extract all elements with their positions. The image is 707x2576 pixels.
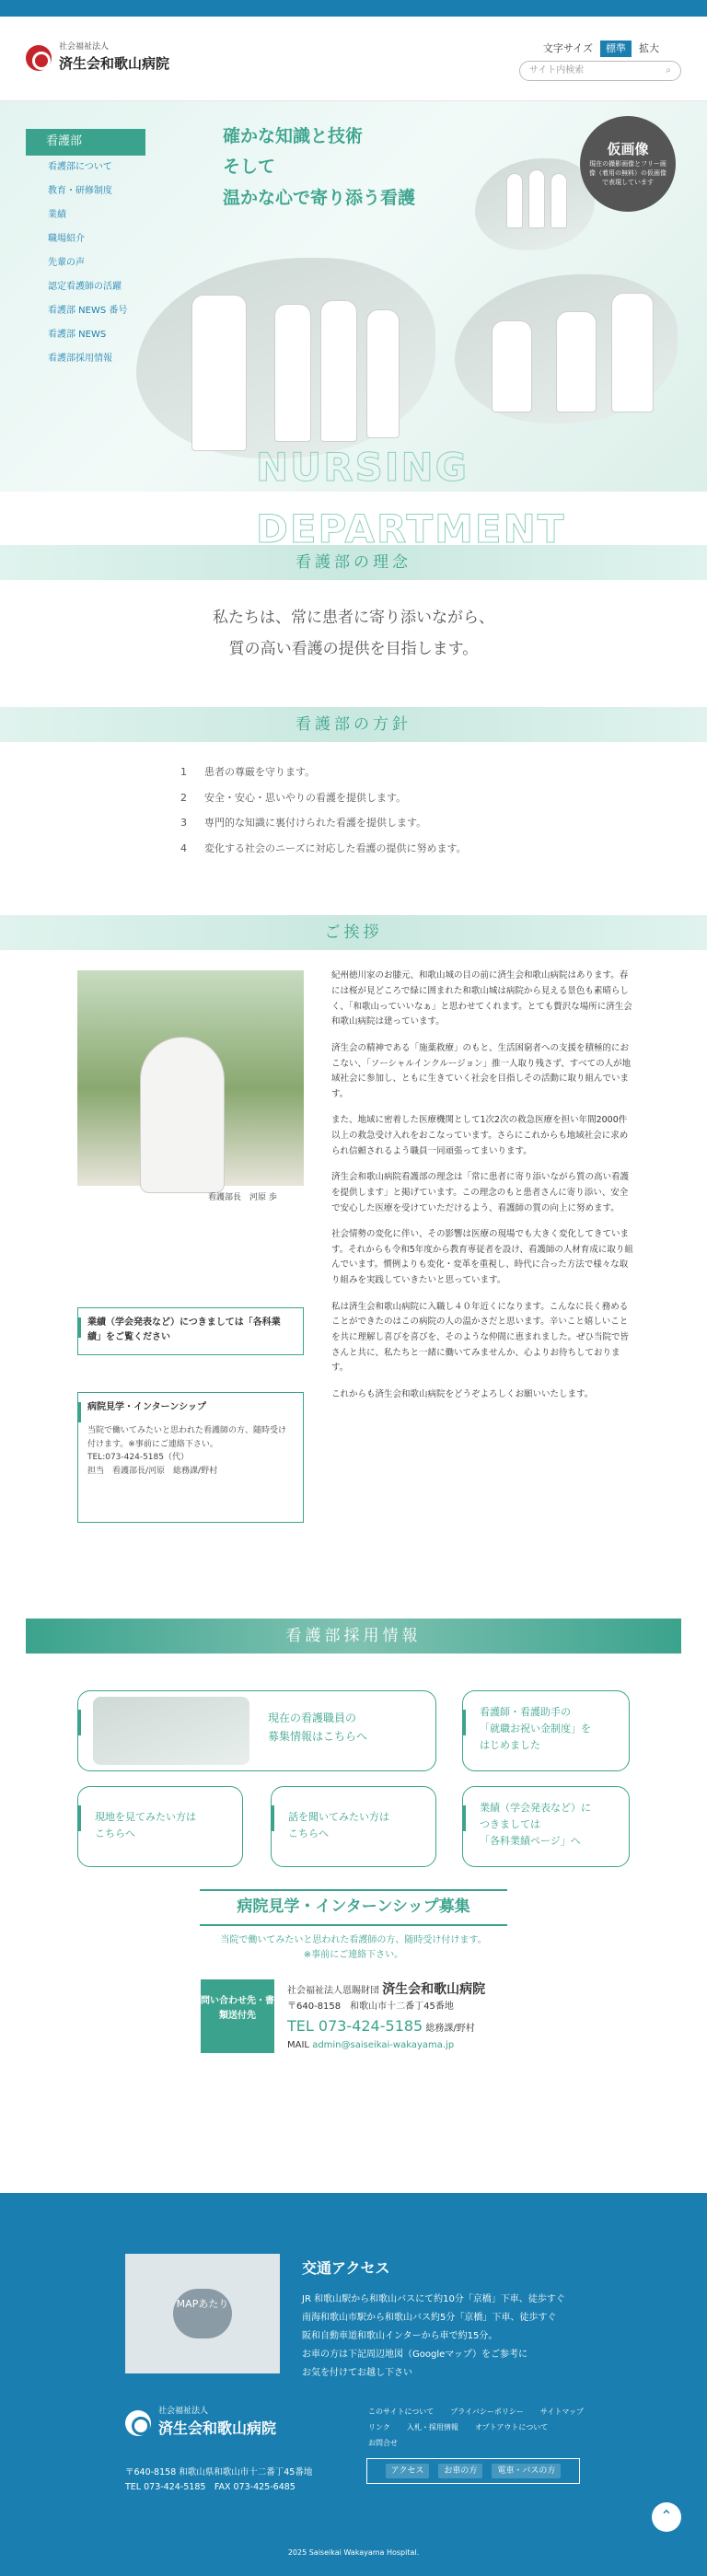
access-line: JR 和歌山駅から和歌山バスにて約10分「京橋」下車、徒歩すぐ — [302, 2294, 565, 2304]
bonus-line-3: はじめました — [480, 1738, 540, 1751]
nav-workplace[interactable]: 職場紹介 — [48, 233, 85, 244]
patient-care-photo — [455, 274, 678, 424]
policy-text: 安全・安心・思いやりの看護を提供します。 — [204, 791, 407, 804]
visit-intern-text: 当院で働いてみたいと思われた看護師の方、随時受け付けます。※事前にご連絡下さい。 — [87, 1426, 287, 1449]
saiseikai-logo-icon — [125, 2410, 151, 2436]
intern-section — [0, 1880, 707, 1962]
philosophy-line-2: 質の高い看護の提供を目指します。 — [228, 640, 479, 658]
nurse-figure — [191, 295, 247, 451]
catch-line-3: 温かな心で寄り添う看護 — [223, 187, 416, 208]
local-nav-title: 看護部 — [26, 129, 145, 156]
footer-link[interactable]: 入札・採用情報 — [406, 2422, 458, 2431]
footer-car-button[interactable]: お車の方 — [438, 2464, 482, 2478]
policy-text: 患者の尊厳を守ります。 — [204, 766, 316, 778]
nurse-figure — [551, 173, 567, 228]
patient-figure — [492, 320, 532, 412]
policy-number: 4 — [180, 841, 187, 854]
footer-tel-line: TEL 073-424-5185 FAX 073-425-6485 — [125, 2482, 296, 2493]
nav-voices[interactable]: 先輩の声 — [48, 257, 85, 268]
footer-org: 社会福祉法人 — [158, 2407, 209, 2416]
search-input[interactable] — [519, 61, 681, 81]
site-logo[interactable] — [26, 42, 169, 75]
contact-address: 〒640-8158 和歌山市十二番丁45番地 — [287, 2001, 454, 2012]
saiseikai-logo-icon — [26, 45, 52, 71]
visit-line-1: 現地を見てみたい方は — [95, 1811, 196, 1824]
greeting-paragraph: 済生会の精神である「施薬救療」のもと、生活困窮者への支援を積極的におこない、「ソーシャルインクルージョン」推一人取り残さず、すべての人が地域社会に参加し、ともに生きていく社会を目指しその活動に取り組んでいます。 — [331, 1042, 632, 1099]
footer-link[interactable]: このサイトについて — [368, 2408, 435, 2416]
access-title: 交通アクセス — [302, 2259, 390, 2277]
site-footer — [0, 2193, 707, 2576]
policy-item — [180, 764, 707, 781]
greeting-paragraph: 私は済生会和歌山病院に入職し４０年近くになります。こんなに長く務めることができたのはこの病院の人の温かさだと思います。辛いこと嬉しいことを共に理解し喜びを喜びを、そのような仲間に恵まれました。ぜひ当院で皆さんと共に、私たちと一緒に働いてみませんか、心よりお待ちしております。 — [331, 1301, 630, 1374]
contact-tel-note: 総務課/野村 — [425, 2023, 475, 2034]
doctor-figure — [320, 300, 357, 442]
contact-org: 社会福祉法人恩賜財団 — [287, 1985, 379, 1996]
contact-tag: 問い合わせ先・書類送付先 — [201, 1979, 274, 2053]
talk-button[interactable] — [271, 1786, 436, 1867]
contact-hospital: 済生会和歌山病院 — [382, 1981, 486, 1997]
search-placeholder: サイト内検索 — [529, 65, 585, 75]
mail-label: MAIL — [287, 2039, 309, 2050]
visit-intern-title: 病院見学・インターンシップ — [87, 1402, 206, 1413]
contact-block — [201, 1979, 707, 2053]
search-icon[interactable]: ⌕ — [666, 65, 671, 75]
back-to-top-icon[interactable]: ⌃ — [652, 2502, 681, 2532]
nurse-figure — [556, 311, 597, 412]
policy-number: 2 — [180, 791, 187, 804]
nav-news[interactable]: 看護部 NEWS — [48, 329, 107, 340]
top-bar — [0, 0, 707, 17]
footer-link[interactable]: リンク — [368, 2422, 390, 2431]
director-figure — [140, 1037, 225, 1193]
font-size-label: 文字サイズ — [542, 42, 593, 54]
nurses-doctors-photo — [136, 258, 435, 458]
bonus-system-button[interactable] — [462, 1690, 630, 1771]
ach-line-1: 業績（学会発表など）に — [480, 1802, 591, 1815]
director-caption: 看護部長 河原 歩 — [208, 1193, 277, 1203]
philosophy-heading: 看護部の理念 — [0, 545, 707, 580]
policy-text: 変化する社会のニーズに対応した看護の提供に努めます。 — [204, 841, 467, 854]
hero — [0, 101, 707, 552]
greeting-heading: ご挨拶 — [0, 915, 707, 950]
footer-access-button[interactable]: アクセス — [386, 2464, 430, 2478]
footer-train-button[interactable]: 電車・バスの方 — [492, 2464, 561, 2478]
badge-text: 現在の撮影画像とフリー画像（着用の無料）の仮画像で表現しています — [589, 160, 666, 186]
site-header — [0, 17, 707, 101]
access-line: 南海和歌山市駅から和歌山バス約5分「京橋」下車、徒歩すぐ — [302, 2313, 557, 2323]
access-line: お気を付けてお越し下さい — [302, 2368, 412, 2378]
local-nav — [26, 129, 145, 371]
contact-info — [287, 1979, 485, 2053]
contact-mail[interactable]: admin@saiseikai-wakayama.jp — [312, 2039, 455, 2050]
policy-list — [0, 742, 707, 902]
policy-number: 3 — [180, 817, 187, 830]
catch-line-1: 確かな知識と技術 — [223, 126, 364, 146]
greeting-paragraph: また、地域に密着した医療機関として1次2次の救急医療を担い年間2000件以上の救急受け入れをおこなっています。さらにこれからも地域社会に求められ信頼されるよう職員一同頑張ってまいります。 — [331, 1115, 629, 1156]
site-visit-button[interactable] — [77, 1786, 243, 1867]
policy-item — [180, 815, 707, 831]
hero-background-word: NURSING DEPARTMENT — [256, 445, 566, 552]
greeting-paragraph: 紀州徳川家のお膝元、和歌山城の目の前に済生会和歌山病院はあります。春には桜が見どころで緑に囲まれた和歌山城は病院から見える景色も素晴らしく、「和歌山っていいなぁ」と思わせてくれます。とても贅沢な場所に済生会和歌山病院は建っています。 — [331, 970, 632, 1027]
font-large-button[interactable]: 拡大 — [639, 42, 659, 54]
map-label: MAPあたり — [173, 2289, 232, 2338]
visit-intern-contact: 担当 看護部長/河原 総務課/野村 — [87, 1466, 218, 1476]
policy-item — [180, 790, 707, 806]
director-photo — [77, 970, 304, 1186]
doctor-figure — [366, 309, 400, 438]
philosophy-text — [0, 580, 707, 707]
policy-item — [180, 841, 707, 857]
ach-line-2: つきましては — [480, 1817, 540, 1830]
nurses-photo-small — [475, 158, 595, 250]
copyright: 2025 Saiseikai Wakayama Hospital. — [287, 2548, 420, 2558]
intern-note-1: 当院で働いてみたいと思われた看護師の方、随時受け付けます。 — [220, 1934, 487, 1945]
policy-heading: 看護部の方針 — [0, 707, 707, 742]
greeting-section — [0, 950, 707, 1611]
policy-text: 専門的な知識に裏付けられた看護を提供します。 — [204, 817, 427, 830]
openings-line-1: 現在の看護職員の — [268, 1712, 357, 1725]
nav-news-number[interactable]: 看護部 NEWS 番号 — [48, 305, 128, 316]
footer-link[interactable]: サイトマップ — [539, 2408, 585, 2416]
footer-address — [125, 2466, 312, 2495]
recruit-buttons — [0, 1654, 707, 1860]
bonus-line-2: 「就職お祝い金制度」を — [480, 1722, 591, 1735]
nav-recruit[interactable]: 看護部採用情報 — [48, 353, 112, 364]
philosophy-line-1: 私たちは、常に患者に寄り添いながら、 — [213, 609, 494, 627]
talk-line-2: こちらへ — [288, 1827, 329, 1839]
footer-link[interactable]: プライバシーポリシー — [450, 2408, 524, 2416]
visit-intern-tel: TEL:073-424-5185（代） — [87, 1453, 189, 1463]
greeting-paragraph: 済生会和歌山病院看護部の理念は「常に患者に寄り添いながら質の高い看護を提供します」と掲げています。この理念のもと患者さんに寄り添い、安全で安心した医療を受けていただけるよう、看護師の質の向上に努めます。 — [331, 1172, 630, 1213]
ach-line-3: 「各科業績ページ」へ — [480, 1834, 581, 1847]
greeting-paragraph: これからも済生会和歌山病院をどうぞよろしくお願いいたします。 — [331, 1388, 594, 1399]
intern-note-2: ※事前にご連絡下さい。 — [303, 1949, 404, 1960]
contact-tel[interactable]: TEL 073-424-5185 — [287, 2016, 423, 2035]
footer-links — [368, 2407, 589, 2449]
bonus-line-1: 看護師・看護助手の — [480, 1706, 571, 1719]
catch-line-2: そして — [223, 157, 276, 178]
talk-line-1: 話を聞いてみたい方は — [288, 1811, 389, 1824]
recruit-openings-button[interactable] — [77, 1690, 436, 1771]
recruit-heading: 看護部採用情報 — [26, 1619, 681, 1654]
nav-about[interactable]: 看護部について — [48, 161, 112, 172]
font-size-switcher — [543, 41, 659, 57]
access-line: お車の方は下記周辺地図（Googleマップ）をご参考に — [302, 2350, 527, 2360]
hospital-name: 済生会和歌山病院 — [59, 54, 170, 72]
hero-catchcopy — [223, 122, 415, 214]
footer-link[interactable]: オプトアウトについて — [474, 2422, 549, 2431]
doctor-figure — [274, 304, 311, 442]
access-info — [302, 2254, 578, 2383]
greeting-body — [331, 969, 633, 1413]
nurse-figure — [528, 169, 545, 228]
footer-hospital-name: 済生会和歌山病院 — [158, 2419, 277, 2437]
greeting-paragraph: 社会情勢の変化に伴い、その影響は医療の現場でも大きく変化してきています。それからも令和5年度から教育専従者を設け、看護師の人材育成に取り組んでいます。慣例よりも変化・変革を重視し、時代に合った方法で様々な取り組みを実践していきたいと思っています。 — [331, 1229, 633, 1285]
achievements-link-box[interactable]: 業績（学会発表など）につきましては「各科業績」をご覧ください — [77, 1307, 304, 1355]
visit-line-2: こちらへ — [95, 1827, 135, 1839]
badge-title: 仮画像 — [607, 141, 649, 157]
openings-line-2: 募集情報はこちらへ — [268, 1729, 368, 1743]
access-map[interactable] — [125, 2254, 280, 2373]
placeholder-badge — [580, 116, 676, 212]
achievements-button[interactable] — [462, 1786, 630, 1867]
font-standard-button[interactable]: 標準 — [600, 41, 632, 57]
nav-certified[interactable]: 認定看護師の活躍 — [48, 281, 122, 292]
visit-intern-box — [77, 1392, 304, 1523]
nurse-figure — [611, 293, 654, 412]
footer-access-buttons — [366, 2458, 580, 2484]
nurse-figure — [506, 173, 523, 228]
nav-education[interactable]: 教育・研修制度 — [48, 185, 112, 196]
footer-link[interactable]: お問合せ — [368, 2438, 398, 2447]
policy-number: 1 — [180, 766, 187, 778]
footer-addr-line: 〒640-8158 和歌山県和歌山市十二番丁45番地 — [125, 2467, 313, 2477]
intern-title: 病院見学・インターンシップ募集 — [200, 1889, 506, 1925]
org-label: 社会福祉法人 — [59, 42, 110, 52]
nav-achievements[interactable]: 業績 — [48, 209, 66, 220]
footer-logo[interactable] — [125, 2407, 276, 2440]
access-line: 阪和自動車道和歌山インターから車で約15分。 — [302, 2331, 498, 2341]
recruit-thumbnail — [93, 1697, 249, 1765]
